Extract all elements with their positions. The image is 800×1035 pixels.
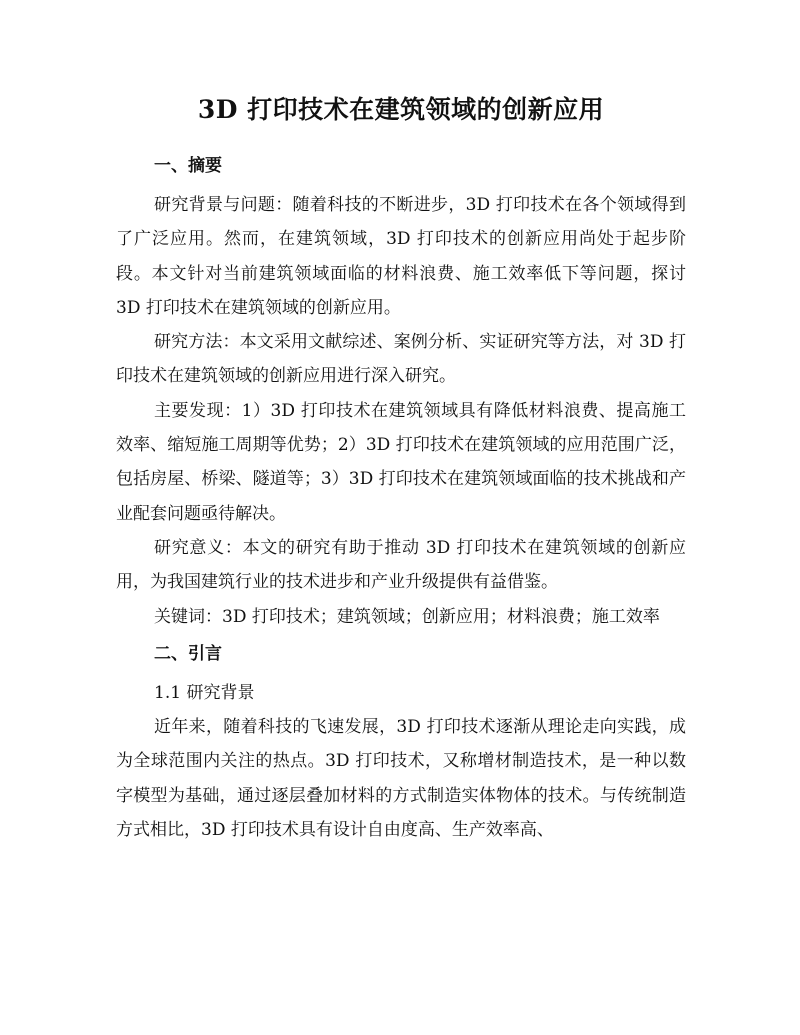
section-heading-abstract: 一、摘要 [154, 156, 222, 176]
abstract-methods-paragraph: 研究方法：本文采用文献综述、案例分析、实证研究等方法，对 3D 打印技术在建筑领域的创新应用进行深入研究。 [116, 332, 686, 387]
document-page [116, 92, 686, 847]
section-heading-introduction: 二、引言 [154, 643, 222, 664]
abstract-background-paragraph: 研究背景与问题：随着科技的不断进步，3D 打印技术在各个领域得到了广泛应用。然而，在建筑领域，3D 打印技术的创新应用尚处于起步阶段。本文针对当前建筑领域面临的材料浪费、施工效率低下等问题，探讨 3D 打印技术在建筑领域的创新应用。 [116, 195, 686, 318]
abstract-findings-paragraph: 主要发现：1）3D 打印技术在建筑领域具有降低材料浪费、提高施工效率、缩短施工周期等优势；2）3D 打印技术在建筑领域的应用范围广泛，包括房屋、桥梁、隧道等；3）3D 打印技术在建筑领域面临的技术挑战和产业配套问题亟待解决。 [116, 400, 686, 524]
background-paragraph: 近年来，随着科技的飞速发展，3D 打印技术逐渐从理论走向实践，成为全球范围内关注的热点。3D 打印技术，又称增材制造技术，是一种以数字模型为基础，通过逐层叠加材料的方式制造实体物体的技术。与传统制造方式相比，3D 打印技术具有设计自由度高、生产效率高、 [116, 717, 686, 841]
abstract-significance-paragraph: 研究意义：本文的研究有助于推动 3D 打印技术在建筑领域的创新应用，为我国建筑行业的技术进步和产业升级提供有益借鉴。 [116, 537, 686, 593]
document-title: 3D 打印技术在建筑领域的创新应用 [197, 95, 605, 124]
subsection-heading-background: 1.1 研究背景 [154, 682, 255, 703]
keywords-paragraph: 关键词：3D 打印技术；建筑领域；创新应用；材料浪费；施工效率 [154, 606, 660, 627]
